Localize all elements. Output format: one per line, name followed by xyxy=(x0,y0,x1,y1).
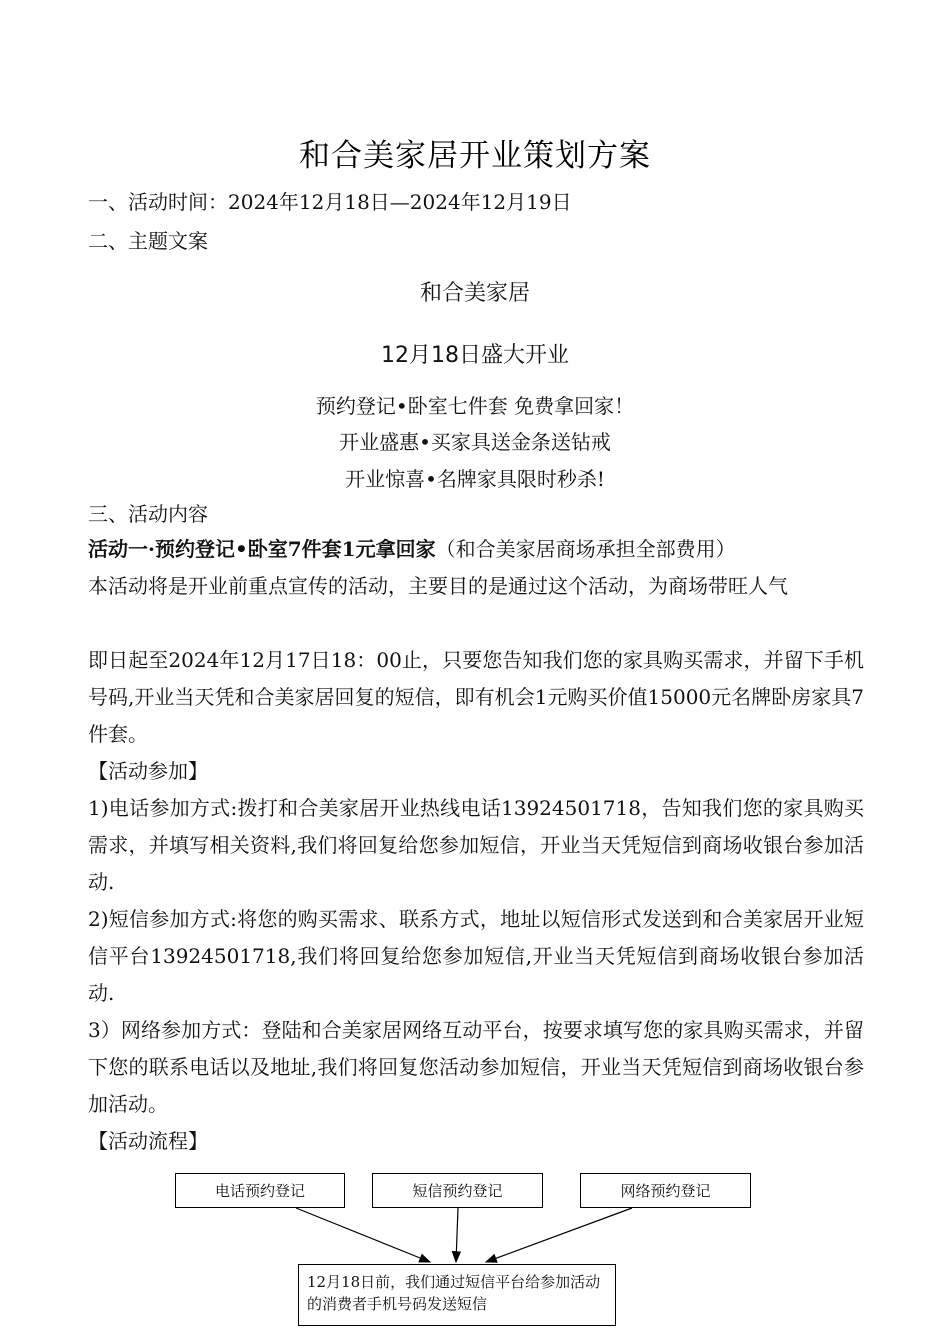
slogan-date: 12月18日盛大开业 xyxy=(381,343,569,368)
flow-arrow-2 xyxy=(456,1208,458,1262)
flow-arrow-3 xyxy=(486,1208,632,1262)
participate-heading: 【活动参加】 xyxy=(88,759,208,783)
flow-box-web: 网络预约登记 xyxy=(580,1173,751,1208)
slogan-line-2: 开业盛惠•买家具送金条送钻戒 xyxy=(339,430,611,454)
section-activity-content: 三、活动内容 xyxy=(88,502,208,526)
document-title: 和合美家居开业策划方案 xyxy=(299,138,651,174)
flow-box-phone: 电话预约登记 xyxy=(175,1173,345,1208)
flow-heading: 【活动流程】 xyxy=(88,1129,208,1153)
flow-box-sms-notice: 12月18日前，我们通过短信平台给参加活动的消费者手机号码发送短信 xyxy=(298,1264,616,1326)
activity1-heading-bold: 活动一·预约登记•卧室7件套1元拿回家 xyxy=(88,537,436,561)
slogan-line-3: 开业惊喜•名牌家具限时秒杀! xyxy=(345,467,605,491)
section-theme-copy: 二、主题文案 xyxy=(88,229,208,253)
slogan-brand: 和合美家居 xyxy=(419,281,530,306)
flow-box-sms: 短信预约登记 xyxy=(372,1173,543,1208)
activity1-intro: 本活动将是开业前重点宣传的活动，主要目的是通过这个活动，为商场带旺人气 xyxy=(88,574,788,598)
method-web: 3）网络参加方式：登陆和合美家居网络互动平台，按要求填写您的家具购买需求，并留下您的联系电话以及地址,我们将回复您活动参加短信，开业当天凭短信到商场收银台参加活动。 xyxy=(88,1018,864,1116)
slogan-line-1: 预约登记•卧室七件套 免费拿回家！ xyxy=(315,394,635,418)
activity1-heading-note: （和合美家居商场承担全部费用） xyxy=(435,537,736,561)
section-activity-time: 一、活动时间：2024年12月18日—2024年12月19日 xyxy=(88,190,572,214)
activity1-detail: 即日起至2024年12月17日18：00止，只要您告知我们您的家具购买需求，并留下手机号码,开业当天凭和合美家居回复的短信，即有机会1元购买价值15000元名牌卧房家具7件套。 xyxy=(88,648,864,746)
method-phone: 1)电话参加方式:拨打和合美家居开业热线电话13924501718，告知我们您的家具购买需求，并填写相关资料,我们将回复给您参加短信，开业当天凭短信到商场收银台参加活动. xyxy=(88,796,864,894)
flow-arrow-1 xyxy=(296,1208,430,1262)
method-sms: 2)短信参加方式:将您的购买需求、联系方式，地址以短信形式发送到和合美家居开业短信平台13924501718,我们将回复给您参加短信,开业当天凭短信到商场收银台参加活动. xyxy=(88,907,864,1005)
